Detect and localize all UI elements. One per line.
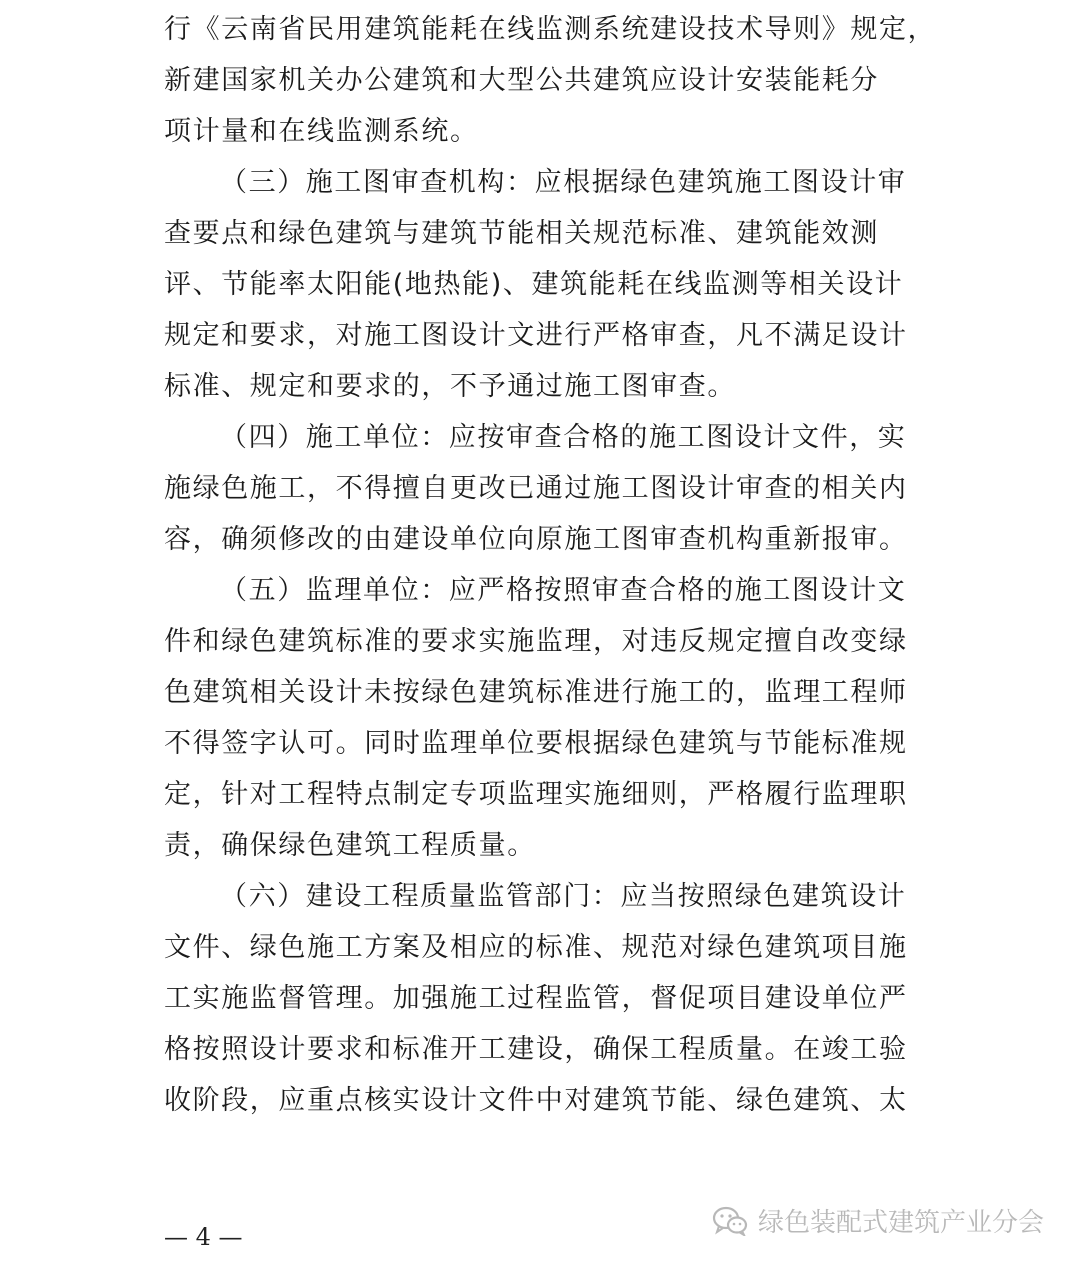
body-line-10: 施绿色施工，不得擅自更改已通过施工图设计审查的相关内 (164, 473, 908, 504)
body-line-22: 收阶段，应重点核实设计文件中对建筑节能、绿色建筑、太 (164, 1085, 908, 1116)
body-line-11: 容，确须修改的由建设单位向原施工图审查机构重新报审。 (164, 524, 908, 555)
body-line-3: 项计量和在线监测系统。 (164, 116, 479, 147)
paragraph-3-start: （三）施工图审查机构：应根据绿色建筑施工图设计审 (220, 167, 907, 198)
body-line-21: 格按照设计要求和标准开工建设，确保工程质量。在竣工验 (164, 1034, 908, 1065)
body-line-6: 评、节能率太阳能(地热能)、建筑能耗在线监测等相关设计 (164, 269, 904, 300)
body-line-5: 查要点和绿色建筑与建筑节能相关规范标准、建筑能效测 (164, 218, 879, 249)
body-line-19: 文件、绿色施工方案及相应的标准、规范对绿色建筑项目施 (164, 932, 908, 963)
paragraph-4-start: （四）施工单位：应按审查合格的施工图设计文件，实 (220, 422, 907, 453)
watermark (712, 1202, 1044, 1239)
body-line-17: 责，确保绿色建筑工程质量。 (164, 830, 536, 861)
body-line-20: 工实施监督管理。加强施工过程监管，督促项目建设单位严 (164, 983, 908, 1014)
body-line-13: 件和绿色建筑标准的要求实施监理，对违反规定擅自改变绿 (164, 626, 908, 657)
body-line-15: 不得签字认可。同时监理单位要根据绿色建筑与节能标准规 (164, 728, 908, 759)
body-line-1: 行《云南省民用建筑能耗在线监测系统建设技术导则》规定， (164, 14, 937, 45)
page-number: — 4 — (164, 1223, 243, 1251)
watermark-text: 绿色装配式建筑产业分会 (757, 1208, 1044, 1238)
body-line-8: 标准、规定和要求的，不予通过施工图审查。 (164, 371, 736, 402)
paragraph-6-start: （六）建设工程质量监管部门：应当按照绿色建筑设计 (220, 881, 907, 912)
body-line-2: 新建国家机关办公建筑和大型公共建筑应设计安装能耗分 (164, 65, 879, 96)
wechat-icon (712, 1206, 748, 1236)
paragraph-5-start: （五）监理单位：应严格按照审查合格的施工图设计文 (220, 575, 907, 606)
body-line-7: 规定和要求，对施工图设计文进行严格审查，凡不满足设计 (164, 320, 908, 351)
body-line-14: 色建筑相关设计未按绿色建筑标准进行施工的，监理工程师 (164, 677, 908, 708)
body-line-16: 定，针对工程特点制定专项监理实施细则，严格履行监理职 (164, 779, 908, 810)
